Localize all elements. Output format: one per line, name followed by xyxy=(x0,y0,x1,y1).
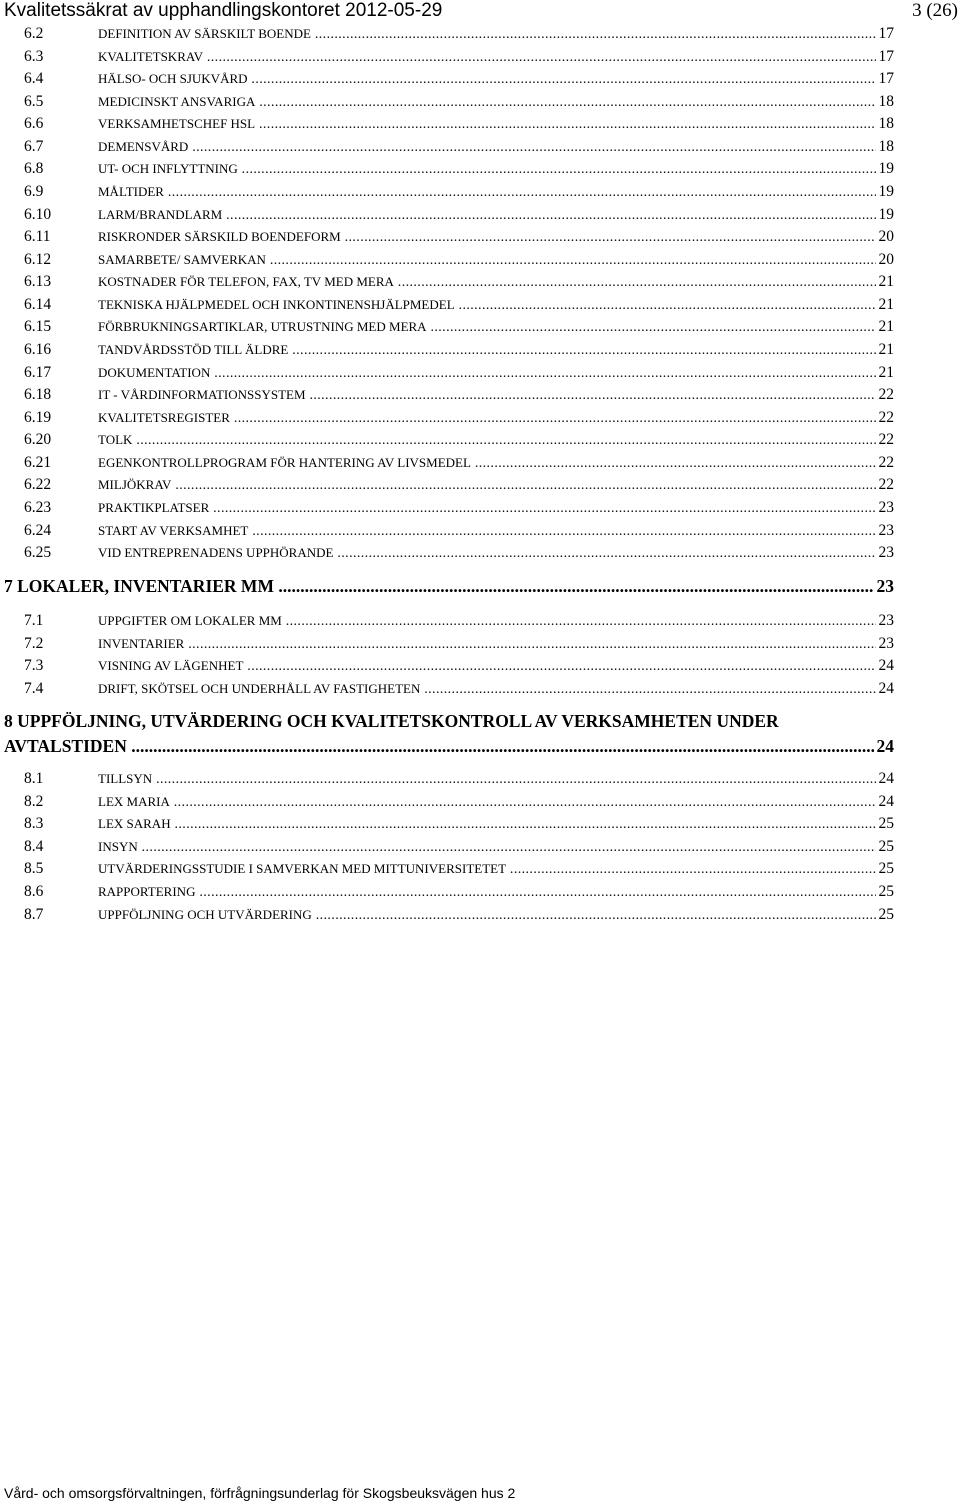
toc-entry-leader xyxy=(98,362,894,384)
toc-entry-page: 22 xyxy=(876,384,895,406)
toc-entry-page: 21 xyxy=(876,316,895,338)
toc-entry-title: INSYN xyxy=(98,839,138,854)
toc-entry-leader xyxy=(98,452,894,474)
toc-entry[interactable] xyxy=(0,384,894,406)
toc-entry-number: 6.21 xyxy=(24,454,52,471)
toc-entry-page: 18 xyxy=(876,91,895,113)
toc-entry-leader xyxy=(98,181,894,203)
toc-entry[interactable] xyxy=(0,429,894,451)
toc-chapter-page: 24 xyxy=(874,734,895,758)
toc-entry[interactable] xyxy=(0,294,894,316)
toc-entry-number: 6.25 xyxy=(24,544,52,561)
toc-entry-leader xyxy=(98,158,894,180)
toc-entry-title: INVENTARIER xyxy=(98,636,185,651)
toc-entry-leader xyxy=(98,46,894,68)
toc-entry-number: 6.18 xyxy=(24,386,52,403)
toc-entry[interactable] xyxy=(0,768,894,790)
toc-entry-leader xyxy=(98,407,894,429)
toc-entry-title: VISNING AV LÄGENHET xyxy=(98,658,244,673)
toc-entry-page: 24 xyxy=(876,791,895,813)
toc-entry-number: 6.22 xyxy=(24,476,52,493)
toc-entry-page: 22 xyxy=(876,429,895,451)
toc-entry-leader xyxy=(98,204,894,226)
toc-entry-title: TILLSYN xyxy=(98,771,153,786)
toc-entry-number: 6.17 xyxy=(24,364,52,381)
toc-entry-number: 6.10 xyxy=(24,206,52,223)
toc-entry-page: 20 xyxy=(876,226,895,248)
toc-entry-number: 6.12 xyxy=(24,251,52,268)
toc-entry[interactable] xyxy=(0,497,894,519)
toc-entry[interactable] xyxy=(0,181,894,203)
toc-entry-title: DEMENSVÅRD xyxy=(98,139,189,154)
toc-entry-number: 6.24 xyxy=(24,522,52,539)
toc-entry-title: FÖRBRUKNINGSARTIKLAR, UTRUSTNING MED MERA xyxy=(98,319,427,334)
toc-entry-number: 6.11 xyxy=(24,228,51,245)
toc-entry-leader xyxy=(98,791,894,813)
toc-entry-leader xyxy=(98,339,894,361)
toc-entry-title: MÅLTIDER xyxy=(98,184,164,199)
toc-entry[interactable] xyxy=(0,813,894,835)
toc-chapter-8-line2[interactable] xyxy=(4,734,894,758)
toc-entry-page: 23 xyxy=(876,520,895,542)
toc-entry-title: START AV VERKSAMHET xyxy=(98,523,249,538)
toc-entry-leader xyxy=(98,23,894,45)
toc-entry-leader xyxy=(98,904,894,926)
toc-entry-number: 7.3 xyxy=(24,657,44,674)
toc-entry-number: 6.14 xyxy=(24,296,52,313)
toc-entry[interactable] xyxy=(0,362,894,384)
toc-entry-title: LEX MARIA xyxy=(98,794,170,809)
toc-entry-leader xyxy=(98,136,894,158)
toc-entry-number: 6.3 xyxy=(24,48,44,65)
toc-entry-title: UTVÄRDERINGSSTUDIE I SAMVERKAN MED MITTUNIVERSITETET xyxy=(98,861,507,876)
toc-entry[interactable] xyxy=(0,91,894,113)
toc-entry-leader xyxy=(98,497,894,519)
toc-entry[interactable] xyxy=(0,204,894,226)
toc-entry-leader xyxy=(98,294,894,316)
toc-entry-number: 6.7 xyxy=(24,138,44,155)
toc-entry-leader xyxy=(98,91,894,113)
toc-entry-number: 6.15 xyxy=(24,318,52,335)
toc-entry-page: 25 xyxy=(876,836,895,858)
toc-entry[interactable] xyxy=(0,339,894,361)
toc-entry[interactable] xyxy=(0,316,894,338)
toc-entry-title: DOKUMENTATION xyxy=(98,365,211,380)
toc-entry-title: KOSTNADER FÖR TELEFON, FAX, TV MED MERA xyxy=(98,274,394,289)
toc-entry-title: KVALITETSKRAV xyxy=(98,49,203,64)
toc-entry-title: TEKNISKA HJÄLPMEDEL OCH INKONTINENSHJÄLPMEDEL xyxy=(98,297,455,312)
toc-entry-title: MEDICINSKT ANSVARIGA xyxy=(98,94,256,109)
toc-entry-title: DRIFT, SKÖTSEL OCH UNDERHÅLL AV FASTIGHETEN xyxy=(98,681,421,696)
toc-entry-title: EGENKONTROLLPROGRAM FÖR HANTERING AV LIVSMEDEL xyxy=(98,455,471,470)
toc-entry-title: MILJÖKRAV xyxy=(98,477,172,492)
toc-entry-title: KVALITETSREGISTER xyxy=(98,410,230,425)
toc-entry-number: 8.6 xyxy=(24,883,44,900)
toc-entry-page: 21 xyxy=(876,339,895,361)
toc-entry-number: 6.20 xyxy=(24,431,52,448)
toc-chapter-page: 23 xyxy=(874,574,895,598)
toc-entry-leader xyxy=(98,836,894,858)
toc-entry-number: 7.1 xyxy=(24,612,44,629)
toc-entry-page: 23 xyxy=(876,497,895,519)
toc-entry-title: RISKRONDER SÄRSKILD BOENDEFORM xyxy=(98,229,341,244)
toc-entry-page: 23 xyxy=(876,610,895,632)
toc-entry-page: 22 xyxy=(876,452,895,474)
toc-entry-number: 7.4 xyxy=(24,680,44,697)
toc-entry[interactable] xyxy=(0,520,894,542)
toc-entry[interactable] xyxy=(0,23,894,45)
toc-entry[interactable] xyxy=(0,858,894,880)
toc-chapter-7[interactable] xyxy=(4,574,894,598)
toc-entry-number: 6.9 xyxy=(24,183,44,200)
toc-entry[interactable] xyxy=(0,881,894,903)
toc-entry-number: 6.16 xyxy=(24,341,52,358)
toc-entry[interactable] xyxy=(0,68,894,90)
toc-entry[interactable] xyxy=(0,633,894,655)
toc-entry-number: 6.6 xyxy=(24,115,44,132)
toc-entry-page: 21 xyxy=(876,294,895,316)
toc-entry-leader xyxy=(98,271,894,293)
toc-entry-page: 18 xyxy=(876,113,895,135)
toc-entry-number: 8.5 xyxy=(24,860,44,877)
toc-entry-leader xyxy=(98,678,894,700)
toc-entry-number: 6.2 xyxy=(24,25,44,42)
toc-entry[interactable] xyxy=(0,474,894,496)
toc-entry[interactable] xyxy=(0,610,894,632)
toc-entry-leader xyxy=(98,633,894,655)
toc-entry-title: UPPFÖLJNING OCH UTVÄRDERING xyxy=(98,907,312,922)
toc-entry-number: 6.13 xyxy=(24,273,52,290)
toc-entry[interactable] xyxy=(0,791,894,813)
toc-entry-leader xyxy=(98,768,894,790)
toc-entry-page: 17 xyxy=(876,46,895,68)
toc-entry-number: 8.3 xyxy=(24,815,44,832)
toc-entry-title: VID ENTREPRENADENS UPPHÖRANDE xyxy=(98,545,334,560)
toc-entry-page: 24 xyxy=(876,678,895,700)
toc-entry-page: 21 xyxy=(876,271,895,293)
toc-entry-number: 8.4 xyxy=(24,838,44,855)
toc-entry-leader xyxy=(98,384,894,406)
toc-entry[interactable] xyxy=(0,904,894,926)
toc-entry-title: DEFINITION AV SÄRSKILT BOENDE xyxy=(98,26,311,41)
toc-entry-title: UT- OCH INFLYTTNING xyxy=(98,161,238,176)
toc-entry-page: 24 xyxy=(876,655,895,677)
toc-entry-number: 6.5 xyxy=(24,93,44,110)
toc-chapter-8-line1[interactable]: 8 UPPFÖLJNING, UTVÄRDERING OCH KVALITETSKONTROLL AV VERKSAMHETEN UNDER xyxy=(4,711,779,731)
toc-entry-leader xyxy=(98,113,894,135)
toc-entry-page: 19 xyxy=(876,158,895,180)
toc-entry-page: 24 xyxy=(876,768,895,790)
toc-entry-number: 8.2 xyxy=(24,793,44,810)
toc-entry-page: 18 xyxy=(876,136,895,158)
toc-entry-page: 22 xyxy=(876,474,895,496)
toc-entry-title: VERKSAMHETSCHEF HSL xyxy=(98,116,256,131)
toc-entry-title: LARM/BRANDLARM xyxy=(98,207,223,222)
toc-entry-leader xyxy=(98,316,894,338)
toc-entry-page: 25 xyxy=(876,881,895,903)
toc-entry-title: HÄLSO- OCH SJUKVÅRD xyxy=(98,71,248,86)
toc-entry-number: 8.1 xyxy=(24,770,44,787)
document-header-title: Kvalitetssäkrat av upphandlingskontoret 2012-05-29 xyxy=(4,0,443,21)
toc-entry-page: 17 xyxy=(876,68,895,90)
toc-entry[interactable] xyxy=(0,836,894,858)
toc-entry-page: 25 xyxy=(876,858,895,880)
toc-entry-leader xyxy=(98,542,894,564)
toc-entry[interactable] xyxy=(0,136,894,158)
toc-entry-leader xyxy=(98,68,894,90)
toc-entry-title: TANDVÅRDSSTÖD TILL ÄLDRE xyxy=(98,342,289,357)
toc-entry[interactable] xyxy=(0,407,894,429)
toc-entry-title: TOLK xyxy=(98,432,133,447)
toc-entry-leader xyxy=(98,474,894,496)
toc-entry-page: 25 xyxy=(876,904,895,926)
toc-chapter-title: 7 LOKALER, INVENTARIER MM xyxy=(4,576,274,596)
toc-entry[interactable] xyxy=(0,113,894,135)
toc-entry-title: LEX SARAH xyxy=(98,816,171,831)
toc-entry-title: RAPPORTERING xyxy=(98,884,196,899)
toc-entry[interactable] xyxy=(0,678,894,700)
toc-entry-leader xyxy=(98,655,894,677)
toc-entry[interactable] xyxy=(0,249,894,271)
toc-chapter-title: AVTALSTIDEN ..... xyxy=(4,736,894,756)
toc-entry-page: 20 xyxy=(876,249,895,271)
toc-entry-leader xyxy=(98,249,894,271)
toc-entry-page: 21 xyxy=(876,362,895,384)
toc-entry-leader xyxy=(98,858,894,880)
document-footer: Vård- och omsorgsförvaltningen, förfrågningsunderlag för Skogsbeuksvägen hus 2 xyxy=(4,1485,516,1501)
toc-entry[interactable] xyxy=(0,542,894,564)
toc-entry-number: 6.23 xyxy=(24,499,52,516)
toc-entry-page: 19 xyxy=(876,181,895,203)
toc-entry-leader xyxy=(98,429,894,451)
toc-entry-title: SAMARBETE/ SAMVERKAN xyxy=(98,252,266,267)
toc-entry-number: 6.8 xyxy=(24,160,44,177)
toc-entry-leader xyxy=(98,610,894,632)
toc-entry[interactable] xyxy=(0,226,894,248)
toc-entry-number: 6.19 xyxy=(24,409,52,426)
toc-entry[interactable] xyxy=(0,271,894,293)
toc-entry-title: UPPGIFTER OM LOKALER MM xyxy=(98,613,282,628)
toc-entry[interactable] xyxy=(0,46,894,68)
toc-entry[interactable] xyxy=(0,655,894,677)
toc-entry-leader xyxy=(98,813,894,835)
toc-entry-leader xyxy=(98,520,894,542)
toc-entry[interactable] xyxy=(0,452,894,474)
page-number: 3 (26) xyxy=(912,0,958,21)
toc-entry[interactable] xyxy=(0,158,894,180)
toc-entry-page: 22 xyxy=(876,407,895,429)
toc-entry-number: 7.2 xyxy=(24,635,44,652)
toc-entry-title: IT - VÅRDINFORMATIONSSYSTEM xyxy=(98,387,306,402)
toc-entry-page: 23 xyxy=(876,633,895,655)
toc-entry-leader xyxy=(98,881,894,903)
toc-entry-number: 6.4 xyxy=(24,70,44,87)
toc-entry-leader xyxy=(98,226,894,248)
toc-entry-title: PRAKTIKPLATSER xyxy=(98,500,210,515)
toc-entry-number: 8.7 xyxy=(24,906,44,923)
toc-entry-page: 25 xyxy=(876,813,895,835)
toc-entry-page: 17 xyxy=(876,23,895,45)
toc-entry-page: 23 xyxy=(876,542,895,564)
toc-entry-page: 19 xyxy=(876,204,895,226)
